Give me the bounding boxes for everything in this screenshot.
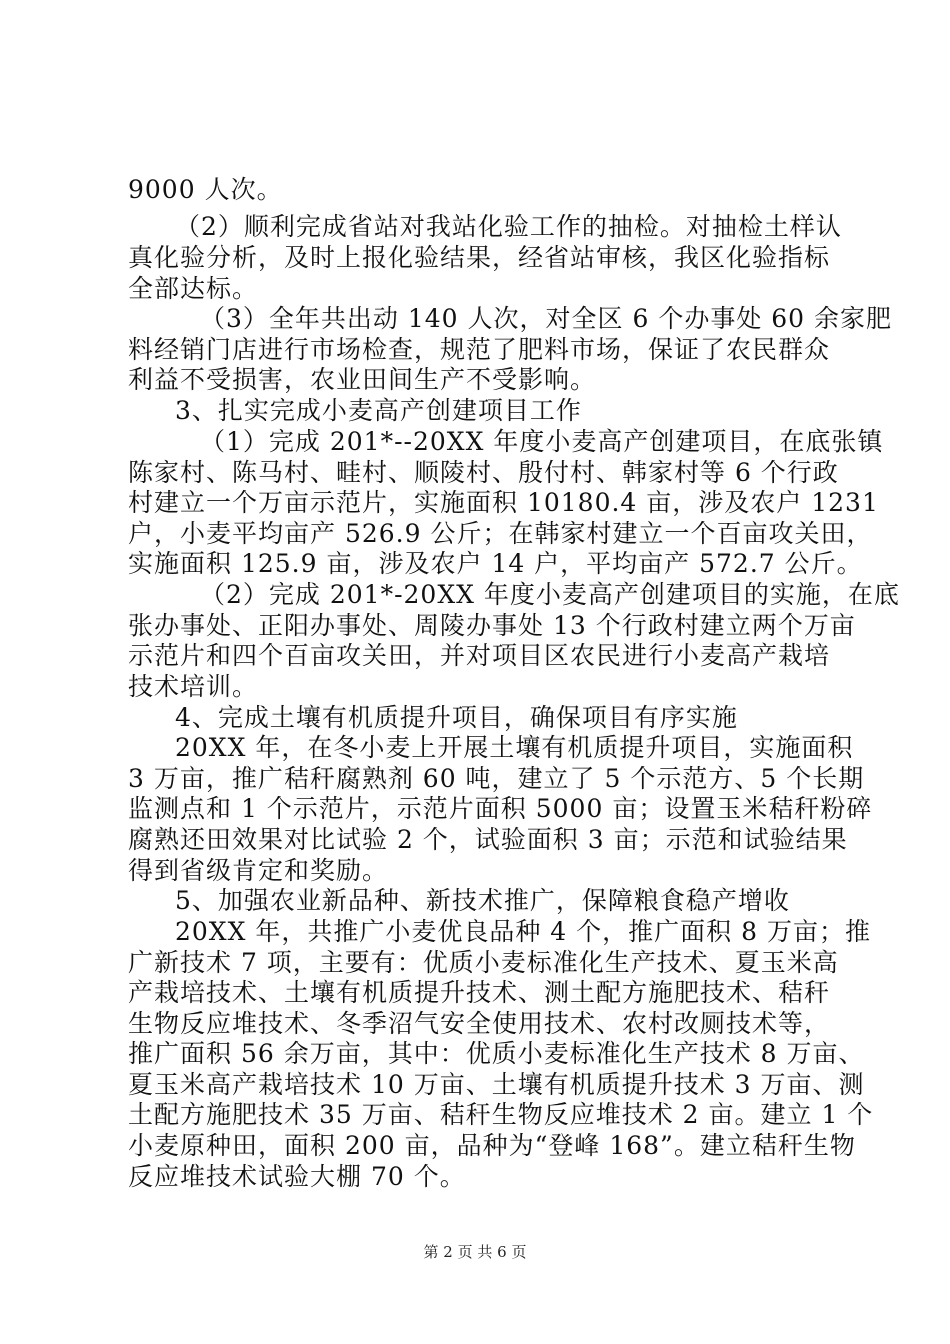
- text-line: 9000 人次。: [128, 175, 283, 204]
- text-line: （2）顺利完成省站对我站化验工作的抽检。对抽检土样认: [175, 212, 842, 241]
- text-line: 夏玉米高产栽培技术 10 万亩、土壤有机质提升技术 3 万亩、测: [128, 1070, 865, 1099]
- text-line: 土配方施肥技术 35 万亩、秸秆生物反应堆技术 2 亩。建立 1 个: [128, 1100, 874, 1129]
- text-line: 监测点和 1 个示范片，示范片面积 5000 亩；设置玉米秸秆粉碎: [128, 794, 873, 823]
- section-heading: 4、完成土壤有机质提升项目，确保项目有序实施: [175, 703, 738, 732]
- text-line: 反应堆技术试验大棚 70 个。: [128, 1162, 466, 1191]
- text-line: 腐熟还田效果对比试验 2 个，试验面积 3 亩；示范和试验结果: [128, 825, 848, 854]
- text-line: 真化验分析，及时上报化验结果，经省站审核，我区化验指标: [128, 243, 831, 272]
- text-line: 村建立一个万亩示范片，实施面积 10180.4 亩，涉及农户 1231: [128, 488, 879, 517]
- text-line: 小麦原种田，面积 200 亩，品种为“登峰 168”。建立秸秆生物: [128, 1131, 856, 1160]
- text-line: 户，小麦平均亩产 526.9 公斤；在韩家村建立一个百亩攻关田，: [128, 519, 873, 548]
- section-heading: 3、扎实完成小麦高产创建项目工作: [175, 396, 582, 425]
- text-line: 全部达标。: [128, 274, 259, 303]
- text-line: 示范片和四个百亩攻关田，并对项目区农民进行小麦高产栽培: [128, 641, 831, 670]
- text-line: （2）完成 201*-20XX 年度小麦高产创建项目的实施，在底: [200, 580, 900, 609]
- text-line: （3）全年共出动 140 人次，对全区 6 个办事处 60 余家肥: [200, 304, 893, 333]
- text-line: 陈家村、陈马村、畦村、顺陵村、殷付村、韩家村等 6 个行政: [128, 458, 839, 487]
- text-line: 生物反应堆技术、冬季沼气安全使用技术、农村改厕技术等，: [128, 1009, 831, 1038]
- text-line: 实施面积 125.9 亩，涉及农户 14 户，平均亩产 572.7 公斤。: [128, 549, 863, 578]
- text-line: 20XX 年，共推广小麦优良品种 4 个，推广面积 8 万亩；推: [175, 917, 871, 946]
- text-line: 技术培训。: [128, 672, 259, 701]
- text-line: 20XX 年，在冬小麦上开展土壤有机质提升项目，实施面积: [175, 733, 854, 762]
- page-number-footer: 第 2 页 共 6 页: [423, 1243, 527, 1261]
- text-line: 张办事处、正阳办事处、周陵办事处 13 个行政村建立两个万亩: [128, 611, 856, 640]
- text-line: 利益不受损害，农业田间生产不受影响。: [128, 365, 597, 394]
- text-line: 推广面积 56 余万亩，其中：优质小麦标准化生产技术 8 万亩、: [128, 1039, 865, 1068]
- text-line: 3 万亩，推广秸秆腐熟剂 60 吨，建立了 5 个示范方、5 个长期: [128, 764, 865, 793]
- text-line: 料经销门店进行市场检查，规范了肥料市场，保证了农民群众: [128, 335, 831, 364]
- text-line: 产栽培技术、土壤有机质提升技术、测土配方施肥技术、秸秆: [128, 978, 831, 1007]
- text-line: 广新技术 7 项，主要有：优质小麦标准化生产技术、夏玉米高: [128, 948, 839, 977]
- text-line: （1）完成 201*--20XX 年度小麦高产创建项目，在底张镇: [200, 427, 884, 456]
- text-line: 得到省级肯定和奖励。: [128, 856, 389, 885]
- section-heading: 5、加强农业新品种、新技术推广，保障粮食稳产增收: [175, 886, 790, 915]
